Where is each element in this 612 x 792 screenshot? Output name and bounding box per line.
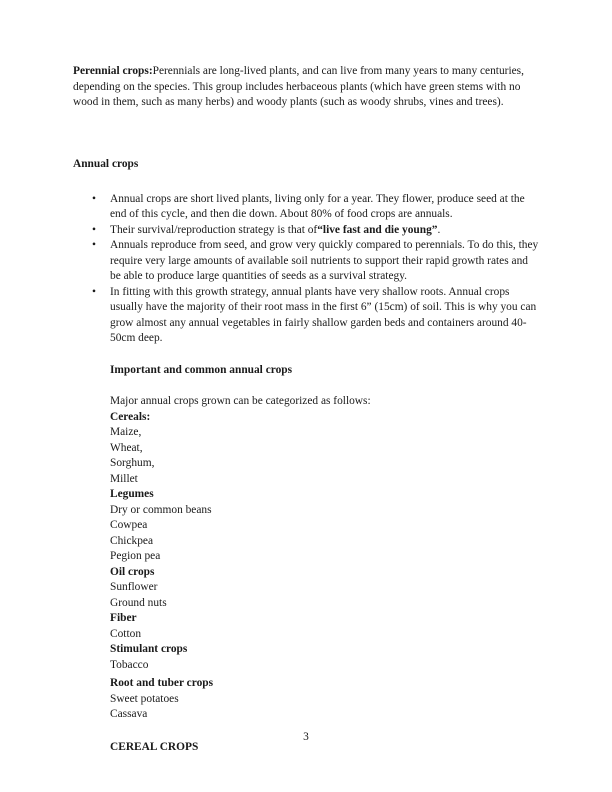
section-heading-annual-crops: Annual crops — [73, 158, 139, 170]
crop-group-title: Root and tuber crops — [110, 677, 214, 689]
crop-item: Chickpea — [110, 534, 154, 547]
list-item-text-after: . — [437, 223, 441, 236]
bullet-icon: • — [92, 223, 96, 236]
section-heading-cereal-crops: CEREAL CROPS — [110, 740, 199, 753]
categorization-intro-line: Major annual crops grown can be categorized as follows: — [110, 395, 371, 407]
bullet-icon: • — [92, 192, 96, 205]
crop-item: Cowpea — [110, 519, 148, 531]
crop-group-title: Fiber — [110, 612, 137, 624]
crop-group-stimulant-crops — [110, 642, 541, 673]
crop-group-title: Stimulant crops — [110, 643, 188, 655]
crop-item: Ground nuts — [110, 596, 167, 609]
crop-item: Dry or common beans — [110, 503, 212, 516]
page-content — [73, 64, 541, 755]
crop-item: Cassava — [110, 708, 148, 720]
lead-paragraph — [73, 64, 541, 111]
crop-item: Maize, — [110, 426, 142, 438]
bullet-icon: • — [92, 239, 96, 251]
lead-paragraph-bold-label: Perennial crops: — [73, 65, 153, 77]
crop-group-title: Oil crops — [110, 565, 155, 578]
list-item — [73, 285, 541, 347]
important-crops-subsection — [73, 347, 541, 410]
bullet-icon: • — [92, 285, 96, 298]
crop-item: Sorghum, — [110, 457, 155, 469]
crop-item: Cotton — [110, 627, 142, 640]
crop-group-cereals — [110, 410, 541, 488]
crop-item: Sunflower — [110, 581, 158, 593]
crop-item: Sweet potatoes — [110, 692, 179, 705]
list-item-text-before: Their survival/reproduction strategy is that of — [110, 223, 318, 236]
list-item-text: In fitting with this growth strategy, annual plants have very shallow roots. Annual crops usually have the majority of their root mass in the first 6” (15cm) of soil. This is why you can grow almost any annual vegetables in fairly shallow garden beds and containers around 40-50cm deep. — [110, 285, 537, 344]
list-item — [73, 192, 541, 223]
crop-item: Millet — [110, 472, 138, 485]
crop-group-fiber — [110, 611, 541, 642]
crop-item: Tobacco — [110, 658, 149, 671]
crop-group-oil-crops — [110, 565, 541, 612]
crop-item: Wheat, — [110, 441, 143, 454]
crop-group-title: Cereals: — [110, 410, 151, 423]
lead-paragraph-text: Perennials are long-lived plants, and can live from many years to many centuries, depending on the species. This group includes herbaceous plants (which have green stems with no wood in them, such as many herbs) and woody plants (such as woody shrubs, vines and trees). — [73, 65, 524, 108]
list-item-text: Annuals reproduce from seed, and grow very quickly compared to perennials. To do this, they require very large amounts of available soil nutrients to support their rapid growth rates and be able to produce large quantities of seeds as a survival strategy. — [110, 239, 539, 282]
crop-item: Pegion pea — [110, 550, 161, 562]
page-number: 3 — [303, 731, 309, 743]
annual-crops-bullet-list — [73, 173, 541, 347]
list-item-emphasis: “live fast and die young” — [317, 223, 438, 236]
list-item — [73, 238, 541, 285]
list-item — [73, 223, 541, 239]
crop-group-title: Legumes — [110, 488, 154, 500]
crop-category-list — [73, 410, 541, 723]
crop-group-legumes — [110, 487, 541, 565]
crop-group-root-and-tuber-crops — [110, 673, 541, 723]
list-item-text: Annual crops are short lived plants, living only for a year. They flower, produce seed at the end of this cycle, and then die down. About 80% of food crops are annuals. — [110, 192, 525, 220]
sub-heading-important-common-annual-crops: Important and common annual crops — [110, 363, 293, 376]
